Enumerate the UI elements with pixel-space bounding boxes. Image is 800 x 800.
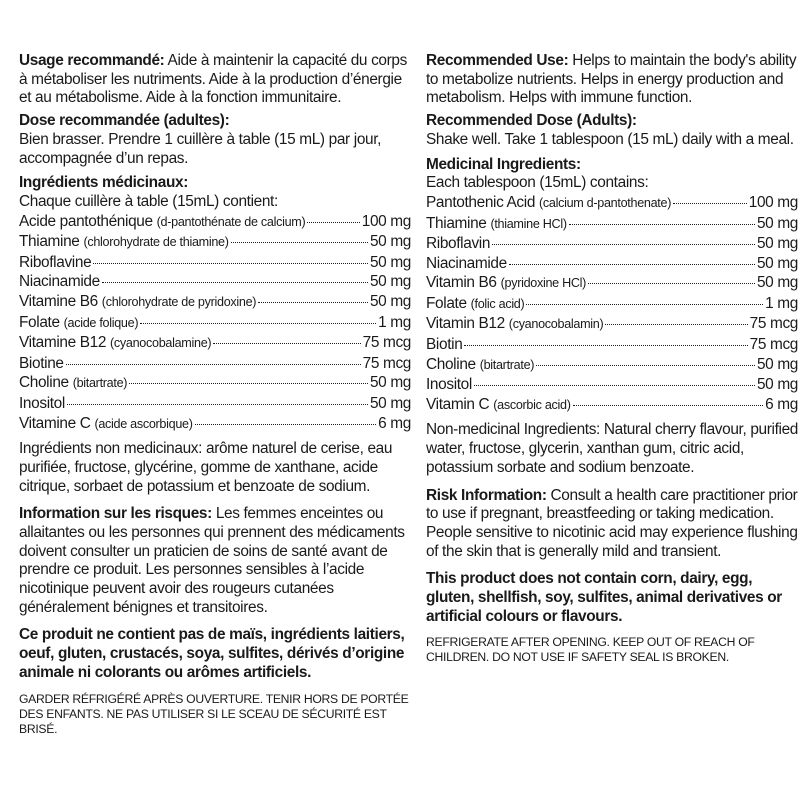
ingredient-row — [426, 234, 798, 254]
ingredient-amount: 75 mcg — [749, 336, 798, 354]
ingredient-name: Niacinamide — [19, 273, 100, 291]
ingredient-amount: 50 mg — [369, 374, 411, 392]
risk-text: Les femmes enceintes ou allaitantes ou les personnes qui prennent des médicaments doivent consulter un praticien de soins de santé avant de prendre ce produit. Les personnes sensibles à l’acide nicotinique peuvent avoir des rougeurs cutanées généralement bénignes et transitoires. — [19, 505, 405, 616]
ingredient-form: (cyanocobalamin) — [508, 317, 604, 332]
ingredient-amount: 50 mg — [756, 254, 798, 272]
ingredient-name: Folate — [19, 313, 60, 331]
ingredient-row — [426, 254, 798, 274]
medicinal-section — [426, 156, 798, 416]
ingredient-amount: 50 mg — [756, 214, 798, 232]
storage-text: REFRIGERATE AFTER OPENING. KEEP OUT OF REACH OF CHILDREN. DO NOT USE IF SAFETY SEAL IS BROKEN. — [426, 635, 755, 665]
risk-label: Information sur les risques: — [19, 505, 212, 523]
ingredient-row — [19, 354, 411, 374]
ingredient-name: Biotine — [19, 354, 64, 372]
ingredient-row — [426, 314, 798, 335]
dotted-leader — [66, 364, 361, 365]
dose-section — [426, 112, 798, 149]
nonmedicinal-section — [426, 421, 798, 477]
ingredient-name: Vitamine B6 — [19, 293, 98, 310]
ingredient-row — [426, 294, 798, 315]
medicinal-label: Medicinal Ingredients: — [426, 155, 581, 173]
dotted-leader — [464, 345, 747, 346]
usage-label: Usage recommandé: — [19, 52, 165, 69]
dotted-leader — [140, 323, 376, 324]
dotted-leader — [526, 304, 763, 305]
ingredient-row — [426, 214, 798, 235]
dotted-leader — [588, 283, 755, 284]
ingredient-row — [19, 292, 411, 313]
ingredient-amount: 75 mcg — [362, 354, 411, 372]
dose-text: Shake well. Take 1 tablespoon (15 mL) daily with a meal. — [426, 130, 794, 148]
ingredient-amount: 1 mg — [378, 313, 411, 331]
ingredient-row — [19, 232, 411, 253]
ingredient-row — [426, 193, 798, 214]
dose-text: Bien brasser. Prendre 1 cuillère à table (15 mL) par jour, accompagnée d’un repas. — [19, 130, 382, 167]
ingredient-row — [19, 373, 411, 394]
ingredient-name: Acide pantothénique — [19, 212, 153, 230]
usage-section — [19, 52, 411, 108]
usage-label: Recommended Use: — [426, 52, 569, 69]
ingredient-form: (folic acid) — [470, 296, 525, 311]
ingredient-name: Vitamine B12 — [19, 334, 107, 352]
dotted-leader — [102, 282, 368, 283]
ingredient-amount: 100 mg — [748, 193, 798, 211]
ingredient-form: (ascorbic acid) — [493, 397, 571, 412]
allergen-section — [19, 626, 411, 682]
dotted-leader — [492, 244, 755, 245]
ingredient-row — [19, 253, 411, 273]
ingredient-row — [19, 414, 411, 435]
dotted-leader — [307, 222, 359, 223]
ingredient-row — [19, 272, 411, 292]
dotted-leader — [129, 383, 368, 384]
ingredient-name: Thiamine — [426, 214, 487, 232]
ingredient-row — [19, 212, 411, 233]
ingredient-name: Riboflavin — [426, 235, 491, 253]
ingredient-amount: 6 mg — [378, 414, 411, 432]
ingredient-amount: 1 mg — [765, 294, 798, 312]
ingredient-name: Vitamin B6 — [426, 274, 497, 292]
medicinal-intro: Chaque cuillère à table (15mL) contient: — [19, 192, 278, 210]
ingredient-form: (chlorohydrate de thiamine) — [83, 235, 229, 250]
ingredient-amount: 75 mcg — [362, 334, 411, 352]
ingredient-form: (bitartrate) — [479, 357, 535, 372]
ingredient-amount: 50 mg — [756, 376, 798, 394]
ingredient-name: Vitamin C — [426, 395, 490, 413]
ingredient-amount: 50 mg — [756, 235, 798, 253]
dotted-leader — [509, 264, 755, 265]
ingredient-name: Choline — [426, 355, 476, 373]
ingredient-row — [19, 313, 411, 334]
risk-section — [19, 505, 411, 617]
ingredient-row — [426, 375, 798, 395]
medicinal-intro: Each tablespoon (15mL) contains: — [426, 174, 649, 192]
medicinal-label: Ingrédients médicinaux: — [19, 174, 188, 192]
medicinal-section — [19, 174, 411, 434]
usage-section — [426, 52, 798, 108]
storage-text: GARDER RÉFRIGÉRÉ APRÈS OUVERTURE. TENIR HORS DE PORTÉE DES ENFANTS. NE PAS UTILISER SI LE SCEAU DE SÉCURITÉ EST BRISÉ. — [19, 691, 409, 736]
nonmedicinal-text: Non-medicinal Ingredients: Natural cherry flavour, purified water, fructose, glycerin, xanthan gum, citric acid, potassium sorbate and sodium benzoate. — [426, 421, 798, 476]
dose-label: Recommended Dose (Adults): — [426, 112, 637, 130]
dotted-leader — [195, 424, 377, 425]
ingredient-amount: 50 mg — [756, 274, 798, 292]
dotted-leader — [474, 385, 755, 386]
ingredient-amount: 50 mg — [756, 355, 798, 373]
dose-section — [19, 112, 411, 168]
dotted-leader — [258, 302, 368, 303]
ingredient-amount: 6 mg — [765, 395, 798, 413]
ingredient-amount: 50 mg — [369, 273, 411, 291]
dotted-leader — [213, 343, 360, 344]
ingredient-name: Niacinamide — [426, 254, 507, 272]
ingredient-row — [19, 333, 411, 354]
dotted-leader — [67, 404, 368, 405]
ingredient-form: (pyridoxine HCl) — [500, 276, 587, 291]
ingredient-name: Choline — [19, 374, 69, 392]
storage-section — [19, 692, 411, 737]
ingredient-list — [19, 212, 411, 435]
ingredient-amount: 100 mg — [361, 212, 411, 230]
ingredient-form: (calcium d-pantothenate) — [539, 195, 672, 210]
dotted-leader — [231, 242, 368, 243]
allergen-text: Ce produit ne contient pas de maïs, ingrédients laitiers, oeuf, gluten, crustacés, soya, sulfites, dérivés d’origine animale ni colorants ou arômes artificiels. — [19, 626, 405, 681]
ingredient-amount: 50 mg — [369, 394, 411, 412]
ingredient-form: (d-pantothénate de calcium) — [156, 214, 306, 229]
dotted-leader — [605, 324, 747, 325]
ingredient-form: (bitartrate) — [72, 376, 128, 391]
nonmedicinal-section — [19, 440, 411, 496]
risk-label: Risk Information: — [426, 486, 547, 504]
ingredient-row — [426, 355, 798, 376]
ingredient-name: Folate — [426, 294, 467, 312]
ingredient-amount: 75 mcg — [749, 315, 798, 333]
ingredient-name: Vitamine C — [19, 414, 91, 432]
ingredient-form: (thiamine HCl) — [490, 216, 567, 231]
dotted-leader — [93, 263, 368, 264]
nonmedicinal-text: Ingrédients non medicinaux: arôme naturel de cerise, eau purifiée, fructose, glycérine, gomme de xanthane, acide citrique, sorbaet de potassium et benzoate de sodium. — [19, 440, 393, 495]
dotted-leader — [569, 224, 755, 225]
ingredient-name: Inositol — [426, 376, 472, 394]
ingredient-form: (cyanocobalamine) — [110, 336, 212, 351]
ingredient-name: Inositol — [19, 394, 65, 412]
allergen-text: This product does not contain corn, dairy, egg, gluten, shellfish, soy, sulfites, animal derivatives or artificial colours or flavours. — [426, 570, 782, 625]
ingredient-name: Pantothenic Acid — [426, 193, 536, 211]
ingredient-name: Riboflavine — [19, 253, 92, 271]
french-column — [19, 52, 411, 737]
ingredient-row — [426, 273, 798, 294]
dose-label: Dose recommandée (adultes): — [19, 112, 230, 130]
ingredient-list — [426, 193, 798, 416]
english-column — [426, 52, 798, 665]
dotted-leader — [673, 203, 747, 204]
ingredient-form: (chlorohydrate de pyridoxine) — [101, 295, 257, 309]
ingredient-form: (acide folique) — [63, 315, 139, 330]
usage-text: Aide à maintenir la capacité du corps à métaboliser les nutriments. Aide à la production d’énergie et au métabolisme. Aide à la fonction immunitaire. — [19, 52, 407, 107]
risk-text: Consult a health care practitioner prior to use if pregnant, breastfeeding or taking medication. People sensitive to nicotinic acid may experience flushing of the skin that is generally mild and transient. — [426, 486, 798, 560]
ingredient-name: Biotin — [426, 336, 463, 354]
dotted-leader — [536, 365, 755, 366]
ingredient-name: Thiamine — [19, 233, 80, 251]
ingredient-amount: 50 mg — [369, 293, 411, 310]
ingredient-row — [426, 395, 798, 416]
ingredient-row — [19, 394, 411, 414]
ingredient-amount: 50 mg — [369, 233, 411, 251]
usage-text: Helps to maintain the body's ability to metabolize nutrients. Helps in energy production and metabolism. Helps with immune function. — [426, 52, 797, 107]
ingredient-name: Vitamin B12 — [426, 315, 505, 333]
storage-section — [426, 635, 798, 665]
allergen-section — [426, 570, 798, 626]
ingredient-form: (acide ascorbique) — [94, 416, 193, 431]
ingredient-row — [426, 335, 798, 355]
risk-section — [426, 487, 798, 562]
dotted-leader — [573, 405, 764, 406]
ingredient-amount: 50 mg — [369, 253, 411, 271]
